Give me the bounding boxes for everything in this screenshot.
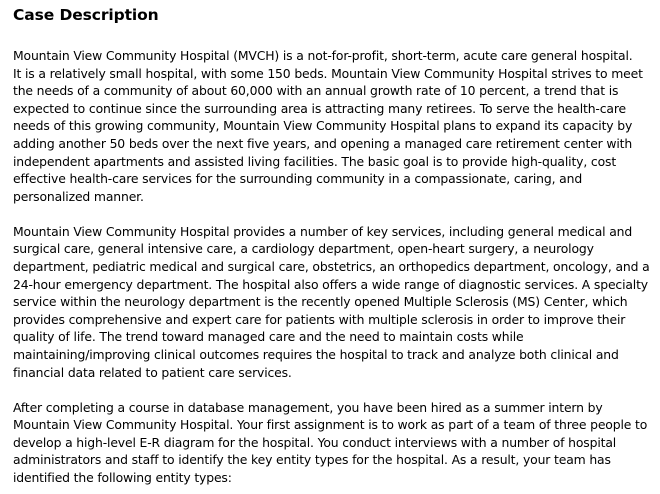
- paragraph-line: expected to continue since the surrounding area is attracting many retirees. To serve the health-care: [13, 100, 626, 116]
- paragraph-hospital-overview: [13, 47, 648, 205]
- paragraph-assignment: [13, 399, 648, 487]
- paragraph-line: maintaining/improving clinical outcomes requires the hospital to track and analyze both clinical and: [13, 347, 619, 362]
- paragraph-line: It is a relatively small hospital, with some 150 beds. Mountain View Community Hospital strives to meet: [13, 65, 643, 81]
- paragraph-line: quality of life. The trend toward managed care and the need to maintain costs while: [13, 329, 524, 345]
- paragraph-line: department, pediatric medical and surgical care, obstetrics, an orthopedics department, oncology, and a: [13, 259, 650, 275]
- paragraph-line: the needs of a community of about 60,000 with an annual growth rate of 10 percent, a trend that is: [13, 83, 619, 99]
- paragraph-line: identified the following entity types:: [13, 470, 232, 486]
- paragraph-line: service within the neurology department is the recently opened Multiple Sclerosis (MS) Center, which: [13, 294, 628, 310]
- paragraph-line: develop a high-level E-R diagram for the hospital. You conduct interviews with a number of hospital: [13, 434, 617, 450]
- paragraph-line: Mountain View Community Hospital provides a number of key services, including general medical and: [13, 223, 633, 239]
- paragraph-key-services: [13, 223, 648, 381]
- paragraph-line: surgical care, general intensive care, a cardiology department, open-heart surgery, a neurology: [13, 241, 594, 257]
- case-description-title: Case Description: [13, 6, 159, 24]
- paragraph-line: adding another 50 beds over the next five years, and opening a managed care retirement center with: [13, 135, 633, 151]
- paragraph-line: personalized manner.: [13, 188, 144, 204]
- paragraph-line: Mountain View Community Hospital (MVCH) is a not-for-profit, short-term, acute care general hospital.: [13, 48, 633, 63]
- paragraph-line: needs of this growing community, Mountain View Community Hospital plans to expand its capacity by: [13, 118, 633, 134]
- paragraph-line: provides comprehensive and expert care for patients with multiple sclerosis in order to improve their: [13, 311, 626, 327]
- paragraph-line: effective health-care services for the surrounding community in a compassionate, caring, and: [13, 171, 583, 187]
- paragraph-line: independent apartments and assisted living facilities. The basic goal is to provide high-quality, cost: [13, 153, 617, 169]
- paragraph-line: After completing a course in database management, you have been hired as a summer intern by: [13, 399, 603, 415]
- paragraph-line: 24-hour emergency department. The hospital also offers a wide range of diagnostic services. A specialty: [13, 276, 648, 292]
- paragraph-line: financial data related to patient care services.: [13, 364, 292, 380]
- paragraph-line: administrators and staff to identify the key entity types for the hospital. As a result, your team has: [13, 452, 611, 468]
- paragraph-line: Mountain View Community Hospital. Your first assignment is to work as part of a team of three people to: [13, 417, 648, 433]
